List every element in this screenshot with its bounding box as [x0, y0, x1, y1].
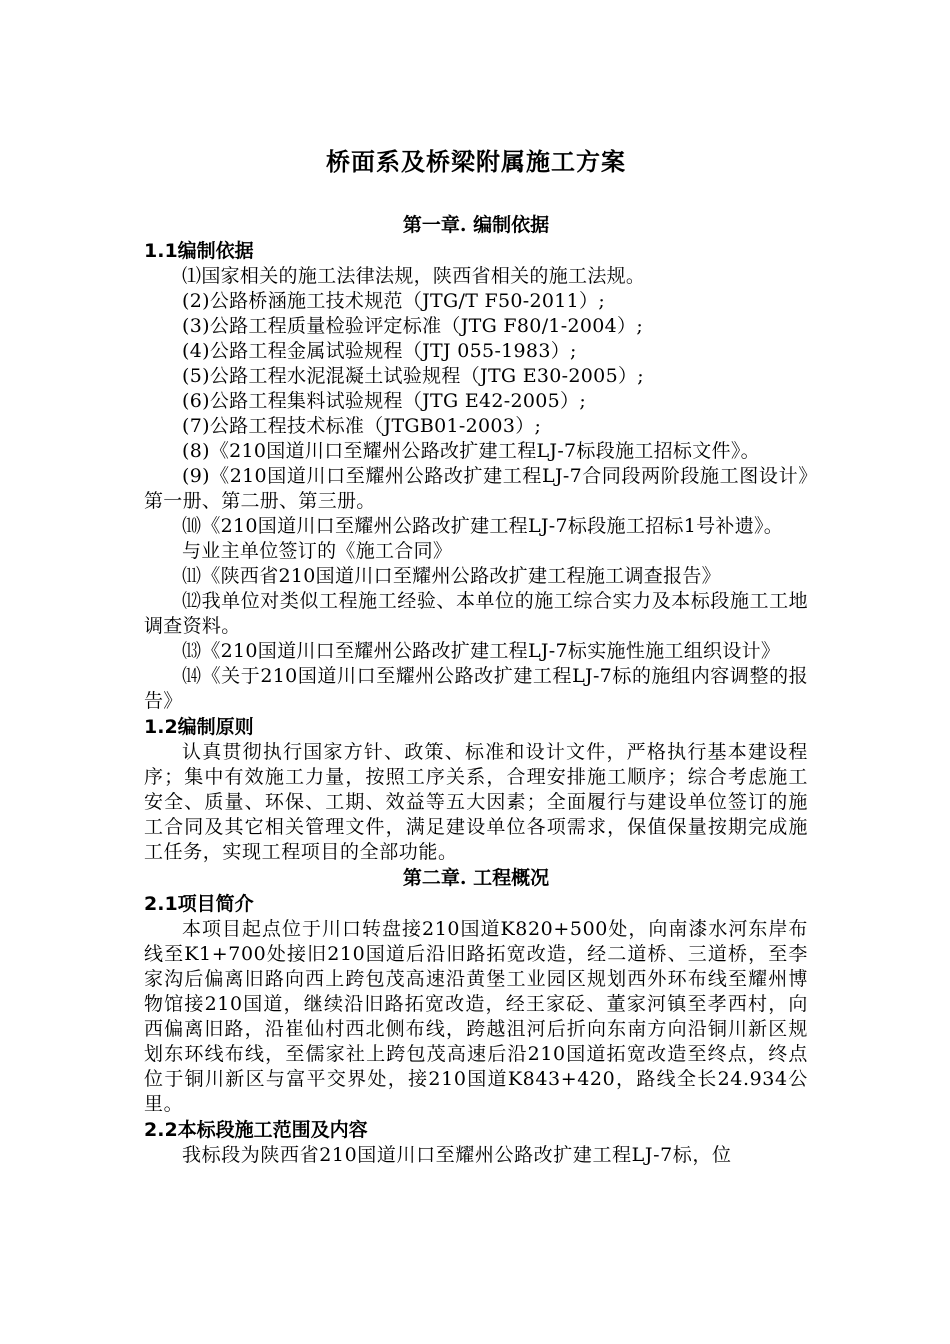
basis-item: (7)公路工程技术标准（JTGB01-2003）; [182, 415, 542, 437]
chapter-1-heading: 第一章. 编制依据 [402, 214, 550, 236]
basis-item: ⑿我单位对类似工程施工经验、本单位的施工综合实力及本标段施工工地调查资料。 [144, 590, 808, 637]
basis-item: ⒁《关于210国道川口至耀州公路改扩建工程LJ-7标的施组内容调整的报告》 [144, 665, 808, 712]
basis-item: (3)公路工程质量检验评定标准（JTG F80/1-2004）; [182, 315, 644, 337]
section-2-2-heading: 2.2本标段施工范围及内容 [144, 1119, 368, 1141]
principles-paragraph: 认真贯彻执行国家方针、政策、标准和设计文件，严格执行基本建设程序；集中有效施工力量，按照工序关系，合理安排施工顺序；综合考虑施工安全、质量、环保、工期、效益等五大因素；全面履行与建设单位签订的施工合同及其它相关管理文件，满足建设单位各项需求，保值保量按期完成施工任务，实现工程项目的全部功能。 [144, 741, 808, 863]
scope-paragraph: 我标段为陕西省210国道川口至耀州公路改扩建工程LJ-7标，位 [182, 1144, 732, 1166]
basis-item: (5)公路工程水泥混凝土试验规程（JTG E30-2005）; [182, 365, 644, 387]
basis-item: ⑴国家相关的施工法律法规，陕西省相关的施工法规。 [182, 265, 646, 287]
contract-note: 与业主单位签订的《施工合同》 [182, 540, 453, 562]
basis-item: (8)《210国道川口至耀州公路改扩建工程LJ-7标段施工招标文件》。 [182, 440, 760, 462]
basis-item: (6)公路工程集料试验规程（JTG E42-2005）; [182, 390, 587, 412]
basis-item: (4)公路工程金属试验规程（JTJ 055-1983）; [182, 340, 577, 362]
project-intro-paragraph: 本项目起点位于川口转盘接210国道K820+500处，向南漆水河东岸布线至K1+700处接旧210国道后沿旧路拓宽改造，经二道桥、三道桥，至李家沟后偏离旧路向西上跨包茂高速沿黄堡工业园区规划西外环布线至耀州博物馆接210国道，继续沿旧路拓宽改造，经王家砭、董家河镇至孝西村，向西偏离旧路，沿崔仙村西北侧布线，跨越沮河后折向东南方向沿铜川新区规划东环线布线，至儒家社上跨包茂高速后沿210国道拓宽改造至终点，终点位于铜川新区与富平交界处，接210国道K843+420，路线全长24.934公里。 [144, 918, 808, 1115]
section-1-1-heading: 1.1编制依据 [144, 240, 254, 262]
basis-item: ⑽《210国道川口至耀州公路改扩建工程LJ-7标段施工招标1号补遗》。 [182, 515, 784, 537]
section-2-1-heading: 2.1项目简介 [144, 893, 254, 915]
document-body [144, 140, 808, 1168]
basis-item: (2)公路桥涵施工技术规范（JTG/T F50-2011）; [182, 290, 606, 312]
chapter-2-heading: 第二章. 工程概况 [402, 867, 550, 889]
document-title: 桥面系及桥梁附属施工方案 [326, 147, 626, 176]
basis-item: ⑾《陕西省210国道川口至耀州公路改扩建工程施工调查报告》 [182, 565, 721, 587]
section-1-2-heading: 1.2编制原则 [144, 716, 254, 738]
basis-item: ⒀《210国道川口至耀州公路改扩建工程LJ-7标实施性施工组织设计》 [182, 640, 781, 662]
basis-item: (9)《210国道川口至耀州公路改扩建工程LJ-7合同段两阶段施工图设计》第一册、第二册、第三册。 [144, 465, 808, 512]
